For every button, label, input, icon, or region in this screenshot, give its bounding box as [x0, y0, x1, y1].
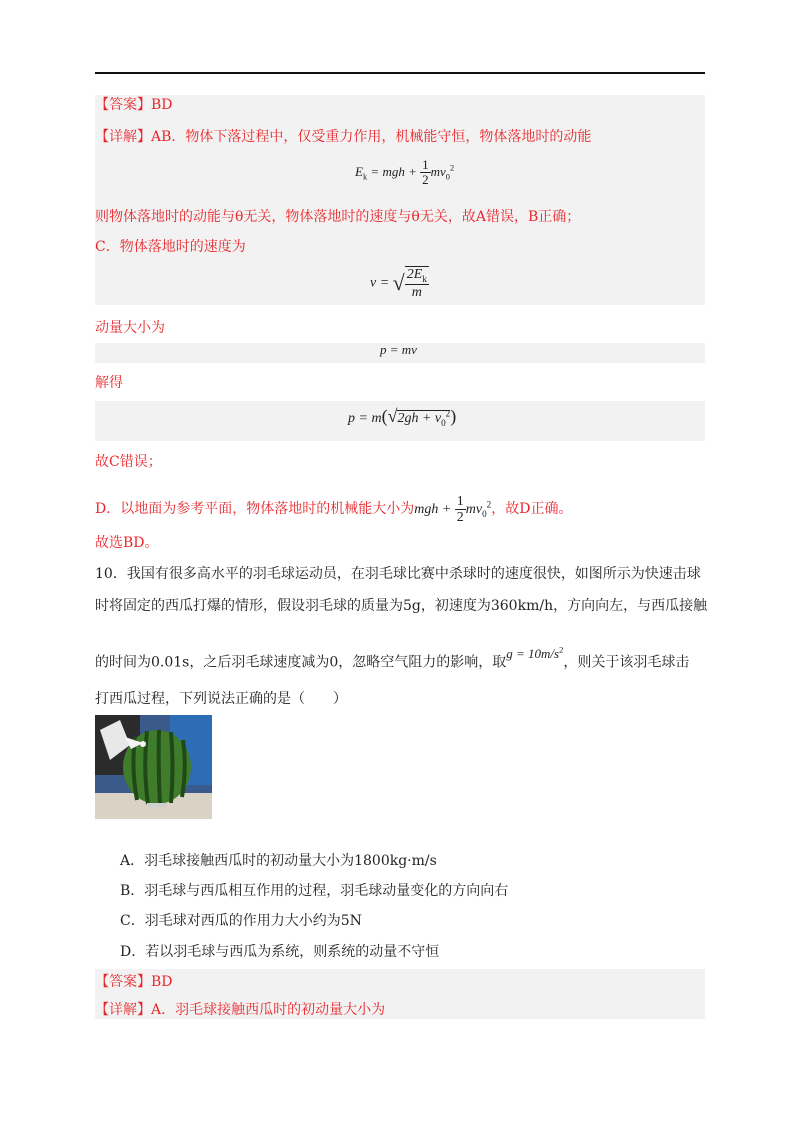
- d-line: D．以地面为参考平面，物体落地时的机械能大小为mgh + $\frac{1}{2}$ $mv_0^2$，故D正确。: [95, 494, 573, 526]
- formula-kinetic-energy: $E_k$ = mgh + $\frac{1}{2}$ $mv_0^2$: [355, 157, 455, 188]
- watermelon-photo: [95, 715, 212, 819]
- answer-label: 【答案】BD: [95, 97, 173, 113]
- q10-line-3: 的时间为0.01s，之后羽毛球速度减为0，忽略空气阻力的影响，取$g = 10m/s^2$，则关于该羽毛球击: [95, 645, 690, 671]
- q10-line-1: 10．我国有很多高水平的羽毛球运动员，在羽毛球比赛中杀球时的速度很快，如图所示为快速击球: [95, 566, 701, 582]
- formula-momentum-solved: $p = m(√2gh + v_0^2)$: [348, 406, 457, 428]
- q10-line-4: 打西瓜过程，下列说法正确的是（ ）: [95, 691, 347, 707]
- option-d: D．若以羽毛球与西瓜为系统，则系统的动量不守恒: [120, 944, 440, 960]
- select-line: 故选BD。: [95, 535, 159, 551]
- q10-answer: 【答案】BD: [95, 974, 173, 990]
- c-conclusion: 故C错误；: [95, 454, 162, 470]
- q10-detail: 【详解】A．羽毛球接触西瓜时的初动量大小为: [95, 1002, 386, 1018]
- option-c: C．羽毛球对西瓜的作用力大小约为5N: [120, 913, 362, 929]
- solve-line: 解得: [95, 375, 123, 391]
- formula-velocity: v = √ $\frac{2E_k}{m}$: [370, 267, 427, 300]
- q10-line-2: 时将固定的西瓜打爆的情形，假设羽毛球的质量为5g，初速度为360km/h，方向向左，与西瓜接触: [95, 598, 708, 614]
- ab-conclusion: 则物体落地时的动能与θ无关，物体落地时的速度与θ无关，故A错误，B正确；: [95, 209, 581, 225]
- header-rule: [95, 72, 705, 74]
- option-a: A．羽毛球接触西瓜时的初动量大小为1800kg·m/s: [120, 853, 437, 869]
- option-b: B．羽毛球与西瓜相互作用的过程，羽毛球动量变化的方向向右: [120, 883, 509, 899]
- detail-ab: 【详解】AB．物体下落过程中，仅受重力作用，机械能守恒，物体落地时的动能: [95, 129, 592, 145]
- c-speed-line: C．物体落地时的速度为: [95, 239, 246, 255]
- momentum-line: 动量大小为: [95, 320, 165, 336]
- formula-momentum: p = mv: [380, 342, 417, 357]
